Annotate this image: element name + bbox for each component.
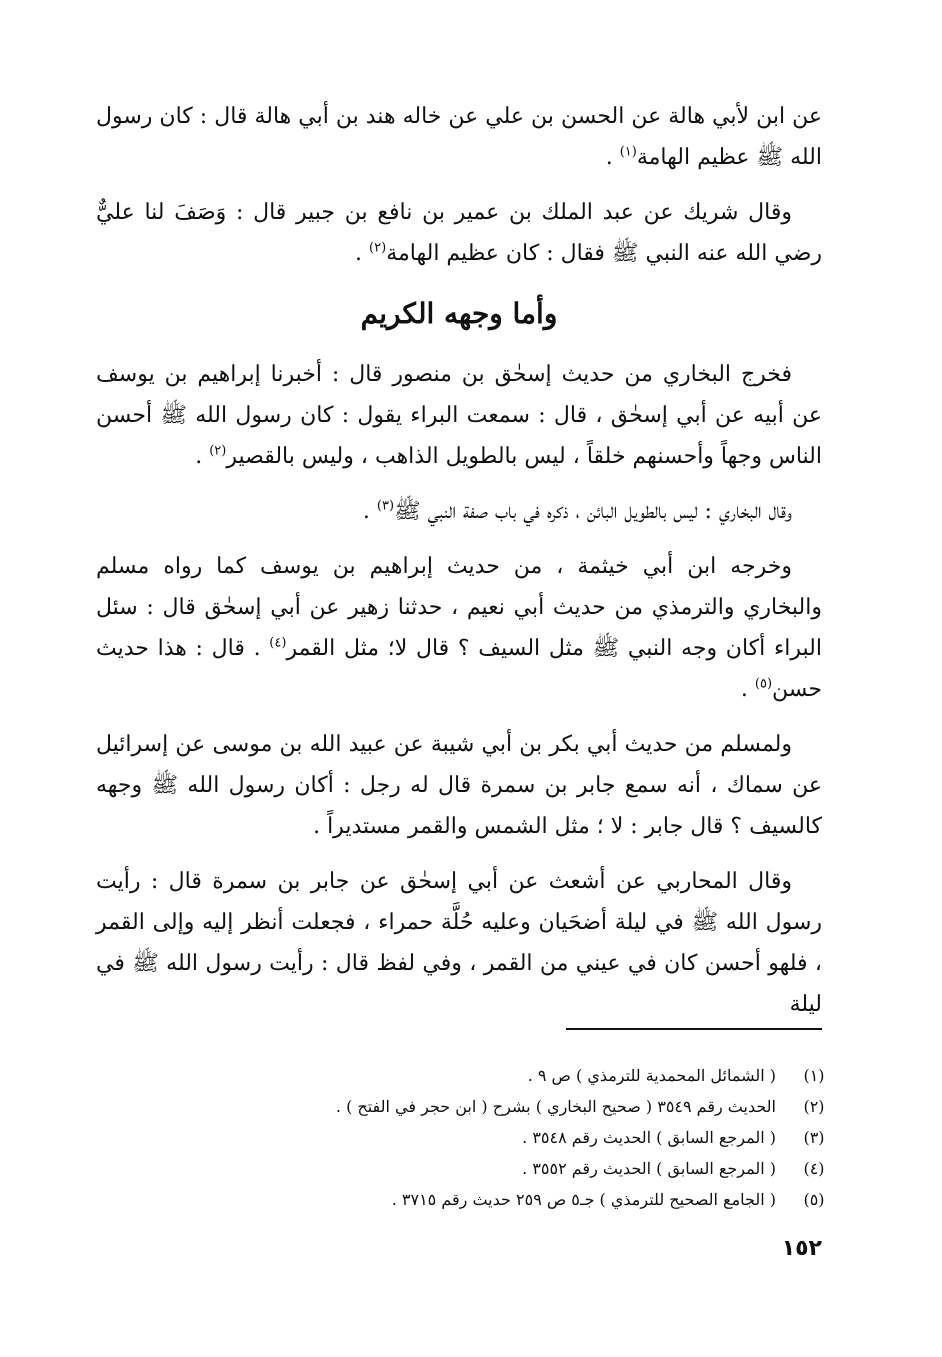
footnote-ref-4: (٤)	[269, 635, 287, 651]
paragraph-3-end: .	[195, 444, 210, 469]
footnote-ref-3a: (٢)	[209, 443, 227, 459]
paragraph-2-text: وقال شريك عن عبد الملك بن عمير بن نافع بن جبير قال : وَصَفَ لنا عليٌّ رضي الله عنه النبي ﷺ فقال : كان عظيم الهامة	[96, 200, 822, 266]
footnote-separator	[566, 1028, 822, 1030]
footnote-ref-1: (١)	[619, 144, 637, 160]
footnote-text: الحديث رقم ٣٥٤٩ ( صحيح البخاري ) بشرح ( ابن حجر في الفتح ) .	[335, 1097, 776, 1116]
footnote-text: ( المرجع السابق ) الحديث رقم ٣٥٥٢ .	[522, 1159, 776, 1178]
paragraph-7: وقال المحاربي عن أشعث عن أبي إسحٰق عن جابر بن سمرة قال : رأيت رسول الله ﷺ في ليلة أضحَيان وعليه حُلَّة حمراء ، فجعلت أنظر إليه وإلى القمر ، فلهو أحسن كان في عيني من القمر ، وفي لفظ قال : رأيت رسول الله ﷺ في ليلة	[96, 869, 822, 1017]
paragraph-1-end: .	[605, 145, 620, 170]
section-heading: وأما وجهه الكريم	[360, 297, 558, 330]
paragraph-5-middle: . قال : هذا حديث حسن	[96, 636, 822, 702]
paragraph-1	[96, 96, 822, 178]
footnote-item	[96, 1153, 826, 1184]
paragraph-6: ولمسلم من حديث أبي بكر بن أبي شيبة عن عبيد الله بن موسى عن إسرائيل عن سماك ، أنه سمع جابر بن سمرة قال له رجل : أكان رسول الله ﷺ وجهه كالسيف ؟ قال جابر : لا ؛ مثل الشمس والقمر مستديراً .	[96, 732, 822, 839]
paragraph-3-text: فخرج البخاري من حديث إسحٰق بن منصور قال : أخبرنا إبراهيم بن يوسف عن أبيه عن أبي إسحٰق ، قال : سمعت البراء يقول : كان رسول الله ﷺ أحسن الناس وجهاً وأحسنهم خلقاً ، ليس بالطويل الذاهب ، وليس بالقصير	[96, 362, 822, 469]
footnote-ref-3: (٣)	[376, 498, 395, 514]
footnote-number: (٣)	[803, 1128, 825, 1147]
footnote-item	[96, 1060, 826, 1091]
footnote-number: (٤)	[803, 1159, 825, 1178]
paragraph-5-end: .	[740, 677, 755, 702]
footnote-text: ( المرجع السابق ) الحديث رقم ٣٥٤٨ .	[522, 1128, 776, 1147]
paragraph-3	[96, 354, 822, 477]
paragraph-5-text: وخرجه ابن أبي خيثمة ، من حديث إبراهيم بن يوسف كما رواه مسلم والبخاري والترمذي من حديث أبي نعيم ، حدثنا زهير عن أبي إسحٰق قال : سئل البراء أكان وجه النبي ﷺ مثل السيف ؟ قال لا؛ مثل القمر	[96, 554, 822, 661]
paragraph-1-text: عن ابن لأبي هالة عن الحسن بن علي عن خاله هند بن أبي هالة قال : كان رسول الله ﷺ عظيم الهامة	[96, 104, 822, 170]
footnote-number: (٥)	[803, 1190, 825, 1209]
footnotes	[96, 1060, 826, 1215]
paragraph-5	[96, 546, 822, 710]
page-number: ١٥٢	[781, 1236, 822, 1261]
footnote-number: (٢)	[803, 1097, 825, 1116]
paragraph-4-text: وقال البخاري : ليس بالطويل البائن ، ذكره في باب صفة النبي ﷺ	[394, 499, 792, 524]
footnote-ref-2: (٢)	[369, 240, 387, 256]
paragraph-2	[96, 192, 822, 274]
paragraph-4	[96, 491, 822, 532]
footnote-item	[96, 1184, 826, 1215]
footnote-text: ( الشمائل المحمدية للترمذي ) ص ٩ .	[527, 1066, 776, 1085]
footnote-item	[96, 1122, 826, 1153]
footnote-ref-5: (٥)	[754, 676, 773, 692]
page-body	[96, 96, 822, 1025]
footnote-item	[96, 1091, 826, 1122]
paragraph-2-end: .	[355, 241, 370, 266]
paragraph-4-end: .	[362, 499, 377, 524]
footnote-text: ( الجامع الصحيح للترمذي ) جـ٥ ص ٢٥٩ حديث رقم ٣٧١٥ .	[391, 1190, 776, 1209]
footnote-number: (١)	[803, 1066, 825, 1085]
